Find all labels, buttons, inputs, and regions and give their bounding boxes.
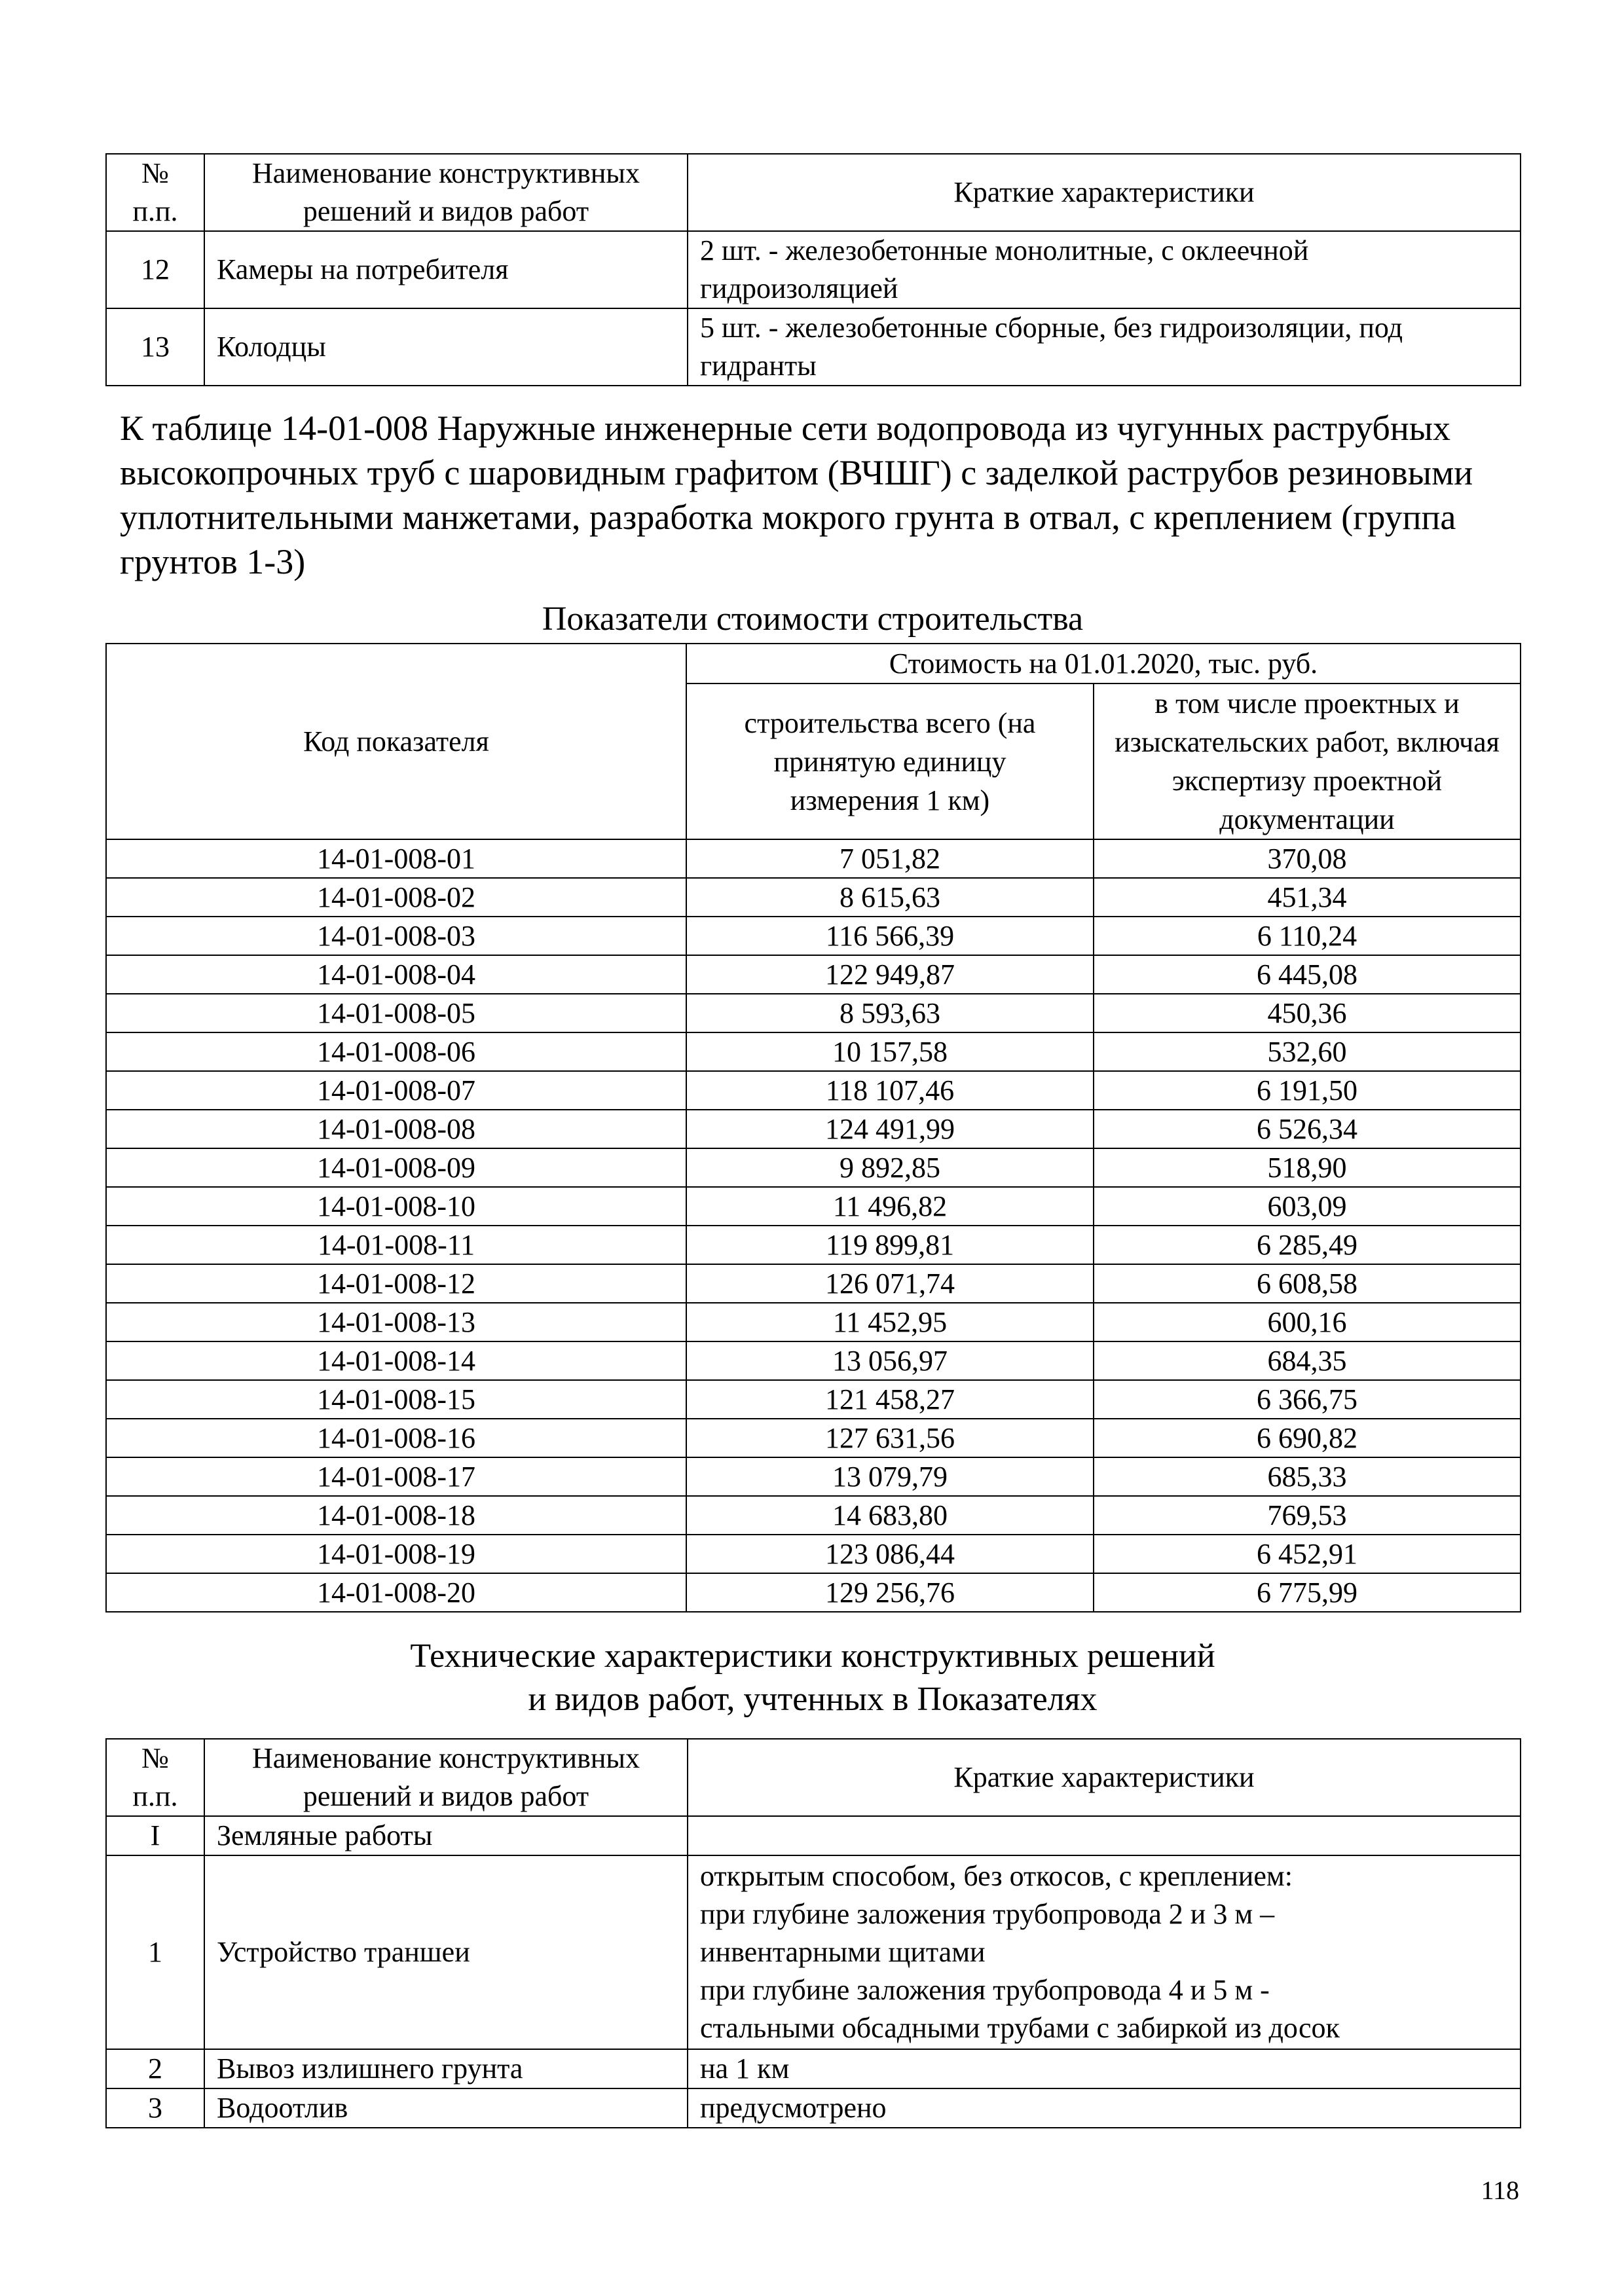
table-row: [106, 994, 1521, 1032]
row-num: 13: [106, 308, 204, 386]
tech-table-caption: [105, 1635, 1520, 1721]
cell-code: 14-01-008-16: [106, 1419, 686, 1457]
table-row: [106, 1341, 1521, 1380]
table-row: [106, 917, 1521, 955]
table-row: [106, 1380, 1521, 1419]
desc-line: инвентарными щитами: [700, 1936, 986, 1968]
cell-total: 11 496,82: [686, 1187, 1094, 1226]
tech-caption-line1: Технические характеристики конструктивных решений: [410, 1637, 1215, 1675]
cell-design: 6 191,50: [1094, 1071, 1521, 1110]
cell-design: 6 285,49: [1094, 1226, 1521, 1264]
cell-design: 532,60: [1094, 1032, 1521, 1071]
header-cost-group: Стоимость на 01.01.2020, тыс. руб.: [686, 644, 1521, 683]
cell-design: 6 110,24: [1094, 917, 1521, 955]
table-header-row: [106, 1739, 1521, 1816]
cell-code: 14-01-008-17: [106, 1457, 686, 1496]
cell-design: 6 608,58: [1094, 1264, 1521, 1303]
cell-code: 14-01-008-14: [106, 1341, 686, 1380]
cell-code: 14-01-008-12: [106, 1264, 686, 1303]
table-row: [106, 1148, 1521, 1187]
cell-total: 122 949,87: [686, 955, 1094, 994]
row-desc: [688, 1816, 1521, 1855]
header-name: Наименование конструктивных решений и видов работ: [204, 1739, 688, 1816]
cell-code: 14-01-008-05: [106, 994, 686, 1032]
table-row: [106, 1264, 1521, 1303]
table-header-row: [106, 154, 1521, 231]
cell-design: 450,36: [1094, 994, 1521, 1032]
header-desc: Краткие характеристики: [688, 1739, 1521, 1816]
cell-total: 11 452,95: [686, 1303, 1094, 1341]
cell-code: 14-01-008-20: [106, 1573, 686, 1612]
table-header-row: [106, 644, 1521, 683]
cell-design: 370,08: [1094, 839, 1521, 878]
cell-total: 118 107,46: [686, 1071, 1094, 1110]
cell-total: 124 491,99: [686, 1110, 1094, 1148]
cell-code: 14-01-008-01: [106, 839, 686, 878]
table-row: [106, 1535, 1521, 1573]
row-desc: предусмотрено: [688, 2088, 1521, 2128]
cell-code: 14-01-008-08: [106, 1110, 686, 1148]
row-desc: 5 шт. - железобетонные сборные, без гидроизоляции, под гидранты: [688, 308, 1521, 386]
table-row: [106, 1071, 1521, 1110]
table-row: [106, 1303, 1521, 1341]
table-row: [106, 1855, 1521, 2049]
section-heading: К таблице 14-01-008 Наружные инженерные сети водопровода из чугунных раструбных высокопрочных труб с шаровидным графитом (ВЧШГ) с заделкой раструбов резиновыми уплотнительными манжетами, разработка мокрого грунта в отвал, с креплением (группа грунтов 1-3): [120, 409, 1473, 581]
cell-design: 6 366,75: [1094, 1380, 1521, 1419]
row-num: I: [106, 1816, 204, 1855]
row-name: Устройство траншеи: [204, 1855, 688, 2049]
cell-design: 769,53: [1094, 1496, 1521, 1535]
cell-total: 8 615,63: [686, 878, 1094, 917]
cell-code: 14-01-008-09: [106, 1148, 686, 1187]
desc-line: открытым способом, без откосов, с креплением:: [700, 1860, 1293, 1892]
cost-table: [105, 643, 1521, 1613]
cell-code: 14-01-008-07: [106, 1071, 686, 1110]
row-num: 1: [106, 1855, 204, 2049]
table-row: [106, 2088, 1521, 2128]
cell-design: 685,33: [1094, 1457, 1521, 1496]
table-row: [106, 955, 1521, 994]
cell-total: 116 566,39: [686, 917, 1094, 955]
table-row: [106, 231, 1521, 308]
cell-code: 14-01-008-04: [106, 955, 686, 994]
cell-total: 13 079,79: [686, 1457, 1094, 1496]
header-code: Код показателя: [106, 644, 686, 839]
table-row: [106, 839, 1521, 878]
cell-total: 14 683,80: [686, 1496, 1094, 1535]
cell-total: 121 458,27: [686, 1380, 1094, 1419]
row-desc: на 1 км: [688, 2049, 1521, 2088]
header-name: Наименование конструктивных решений и видов работ: [204, 154, 688, 231]
header-design: в том числе проектных и изыскательских работ, включая экспертизу проектной документации: [1094, 683, 1521, 839]
cell-code: 14-01-008-11: [106, 1226, 686, 1264]
cell-design: 6 445,08: [1094, 955, 1521, 994]
row-num: 12: [106, 231, 204, 308]
header-num: № п.п.: [106, 1739, 204, 1816]
section-row: [106, 1816, 1521, 1855]
cell-total: 123 086,44: [686, 1535, 1094, 1573]
cell-code: 14-01-008-06: [106, 1032, 686, 1071]
cell-design: 6 526,34: [1094, 1110, 1521, 1148]
header-desc: Краткие характеристики: [688, 154, 1521, 231]
cell-total: 126 071,74: [686, 1264, 1094, 1303]
tech-table: [105, 1738, 1521, 2128]
cell-design: 6 690,82: [1094, 1419, 1521, 1457]
cell-total: 13 056,97: [686, 1341, 1094, 1380]
table-row: [106, 1032, 1521, 1071]
cell-total: 129 256,76: [686, 1573, 1094, 1612]
cell-code: 14-01-008-02: [106, 878, 686, 917]
top-table: [105, 153, 1521, 386]
cell-design: 6 775,99: [1094, 1573, 1521, 1612]
cost-table-caption: Показатели стоимости строительства: [542, 600, 1084, 638]
cell-total: 10 157,58: [686, 1032, 1094, 1071]
row-num: 2: [106, 2049, 204, 2088]
desc-line: стальными обсадными трубами с забиркой из досок: [700, 2012, 1340, 2044]
cell-design: 6 452,91: [1094, 1535, 1521, 1573]
page-number: 118: [1481, 2176, 1519, 2205]
table-row: [106, 1496, 1521, 1535]
cell-design: 451,34: [1094, 878, 1521, 917]
row-name: Водоотлив: [204, 2088, 688, 2128]
cell-code: 14-01-008-15: [106, 1380, 686, 1419]
table-row: [106, 308, 1521, 386]
header-total: строительства всего (на принятую единицу измерения 1 км): [686, 683, 1094, 839]
table-row: [106, 1573, 1521, 1612]
tech-caption-line2: и видов работ, учтенных в Показателях: [528, 1681, 1098, 1718]
row-num: 3: [106, 2088, 204, 2128]
cell-total: 9 892,85: [686, 1148, 1094, 1187]
cell-code: 14-01-008-13: [106, 1303, 686, 1341]
row-name: Камеры на потребителя: [204, 231, 688, 308]
cell-design: 518,90: [1094, 1148, 1521, 1187]
cell-design: 603,09: [1094, 1187, 1521, 1226]
cell-total: 127 631,56: [686, 1419, 1094, 1457]
table-row: [106, 1226, 1521, 1264]
row-name: Колодцы: [204, 308, 688, 386]
table-row: [106, 1110, 1521, 1148]
cell-code: 14-01-008-18: [106, 1496, 686, 1535]
cell-design: 600,16: [1094, 1303, 1521, 1341]
header-num: № п.п.: [106, 154, 204, 231]
cell-total: 7 051,82: [686, 839, 1094, 878]
table-row: [106, 1187, 1521, 1226]
cell-code: 14-01-008-10: [106, 1187, 686, 1226]
table-row: [106, 2049, 1521, 2088]
row-name: Земляные работы: [204, 1816, 688, 1855]
table-row: [106, 878, 1521, 917]
row-desc: 2 шт. - железобетонные монолитные, с оклеечной гидроизоляцией: [688, 231, 1521, 308]
cell-total: 8 593,63: [686, 994, 1094, 1032]
table-row: [106, 1457, 1521, 1496]
row-name: Вывоз излишнего грунта: [204, 2049, 688, 2088]
desc-line: при глубине заложения трубопровода 2 и 3 м –: [700, 1898, 1275, 1930]
cell-design: 684,35: [1094, 1341, 1521, 1380]
cell-total: 119 899,81: [686, 1226, 1094, 1264]
table-row: [106, 1419, 1521, 1457]
cell-code: 14-01-008-19: [106, 1535, 686, 1573]
cell-code: 14-01-008-03: [106, 917, 686, 955]
desc-line: при глубине заложения трубопровода 4 и 5 м -: [700, 1974, 1270, 2006]
row-desc: [688, 1855, 1521, 2049]
